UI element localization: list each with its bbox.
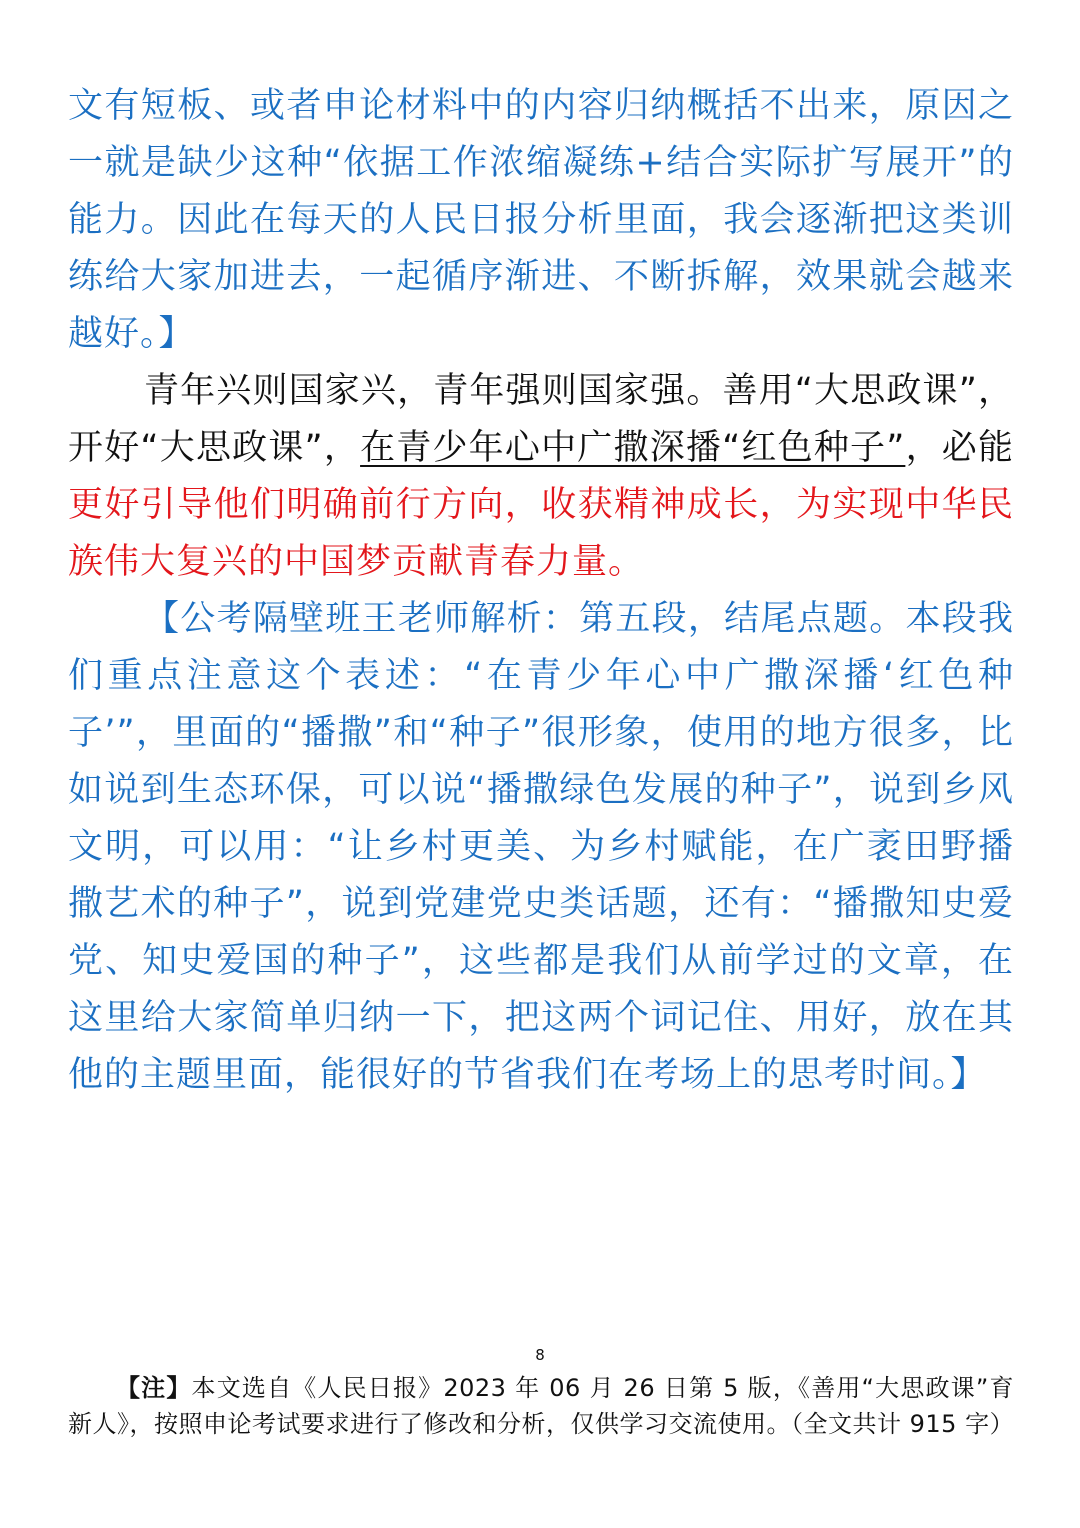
footnote-tag: 【注】 [116, 1374, 192, 1402]
article-paragraph [68, 363, 1014, 591]
analysis-paragraph [68, 591, 1014, 1104]
underlined-key-phrase: 在青少年心中广撒深播“红色种子” [360, 428, 906, 468]
footnote [68, 1370, 1014, 1442]
article-middle-text: ，必能 [905, 428, 1014, 468]
document-page [68, 78, 1014, 1104]
analysis-continuation-paragraph [68, 78, 1014, 363]
highlighted-conclusion-text: 更好引导他们明确前行方向，收获精神成长，为实现中华民族伟大复兴的中国梦贡献青春力量。 [68, 485, 1014, 582]
footnote-text: 本文选自《人民日报》2023 年 06 月 26 日第 5 版，《善用“大思政课”育新人》，按照申论考试要求进行了修改和分析，仅供学习交流使用。（全文共计 915 字） [68, 1374, 1015, 1438]
analysis-continuation-text: 文有短板、或者申论材料中的内容归纳概括不出来，原因之一就是缺少这种“依据工作浓缩凝练+结合实际扩写展开”的能力。因此在每天的人民日报分析里面，我会逐渐把这类训练给大家加进去，一起循序渐进、不断拆解，效果就会越来越好。】 [68, 86, 1014, 354]
analysis-text: 【公考隔壁班王老师解析：第五段，结尾点题。本段我们重点注意这个表述：“在青少年心中广撒深播‘红色种子’”，里面的“播撒”和“种子”很形象，使用的地方很多，比如说到生态环保，可以说“播撒绿色发展的种子”，说到乡风文明，可以用：“让乡村更美、为乡村赋能，在广袤田野播撒艺术的种子”，说到党建党史类话题，还有：“播撒知史爱党、知史爱国的种子”，这些都是我们从前学过的文章，在这里给大家简单归纳一下，把这两个词记住、用好，放在其他的主题里面，能很好的节省我们在考场上的思考时间。】 [68, 599, 1014, 1095]
article-lead-text: 青年兴则国家兴，青年强则国家强。善用“大思政课”，开好“大思政课”， [68, 371, 1014, 468]
page-number: 8 [535, 1346, 545, 1364]
